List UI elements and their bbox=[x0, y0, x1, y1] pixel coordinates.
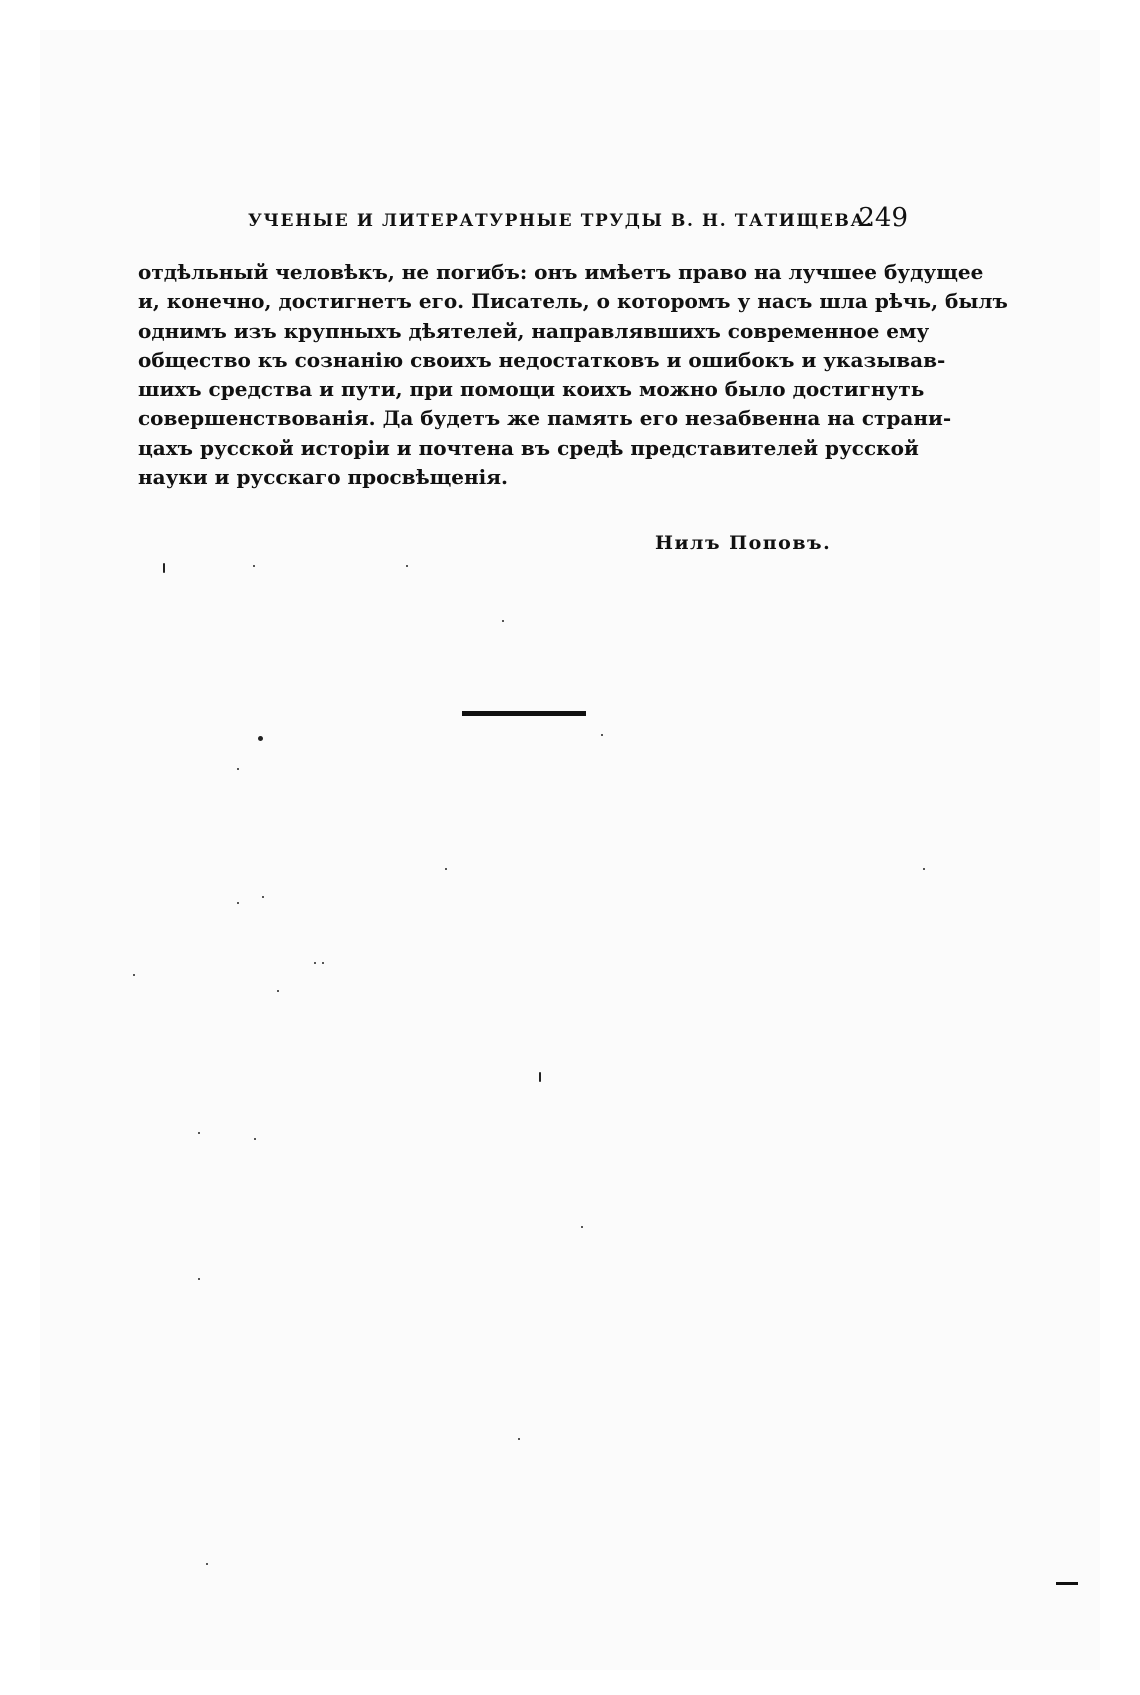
text-line: общество къ сознанію своихъ недостатковъ и ошибокъ и указывав- bbox=[138, 347, 946, 372]
scan-speck bbox=[198, 1132, 200, 1134]
running-head bbox=[248, 203, 908, 243]
text-line: однимъ изъ крупныхъ дѣятелей, направлявшихъ современное ему bbox=[138, 318, 930, 343]
scan-speck bbox=[198, 1278, 200, 1280]
scan-speck bbox=[923, 868, 925, 870]
scan-speck bbox=[518, 1438, 520, 1440]
author-signature: Нилъ Поповъ. bbox=[655, 532, 832, 554]
scan-speck bbox=[258, 736, 263, 741]
scan-speck bbox=[502, 620, 504, 622]
text-line: науки и русскаго просвѣщенія. bbox=[138, 465, 508, 490]
scan-speck bbox=[322, 962, 324, 964]
text-line: шихъ средства и пути, при помощи коихъ можно было достигнуть bbox=[138, 377, 925, 402]
scan-speck bbox=[206, 1563, 208, 1565]
scan-speck bbox=[277, 990, 279, 992]
text-line: и, конечно, достигнетъ его. Писатель, о которомъ у насъ шла рѣчь, былъ bbox=[138, 289, 1008, 314]
scan-speck bbox=[581, 1226, 583, 1228]
scan-speck bbox=[445, 868, 447, 870]
scan-speck bbox=[237, 768, 239, 770]
scan-speck bbox=[539, 1072, 541, 1082]
scan-speck bbox=[163, 563, 165, 573]
scan-speck bbox=[254, 1138, 256, 1140]
scan-speck bbox=[314, 962, 316, 964]
scan-speck bbox=[253, 565, 255, 567]
page-number: 249 bbox=[858, 203, 908, 233]
text-line: совершенствованія. Да будетъ же память его незабвенна на страни- bbox=[138, 406, 952, 431]
text-line: цахъ русской исторіи и почтена въ средѣ представителей русской bbox=[138, 435, 919, 460]
running-title: УЧЕНЫЕ И ЛИТЕРАТУРНЫЕ ТРУДЫ В. Н. ТАТИЩЕВА. bbox=[248, 211, 874, 231]
body-paragraph bbox=[138, 258, 1008, 492]
scan-edge-mark bbox=[1056, 1582, 1078, 1585]
scan-speck bbox=[601, 734, 603, 736]
section-end-rule bbox=[462, 711, 586, 716]
scan-speck bbox=[262, 896, 264, 898]
scan-speck bbox=[406, 565, 408, 567]
scan-speck bbox=[237, 902, 239, 904]
scan-speck bbox=[133, 974, 135, 976]
text-line: отдѣльный человѣкъ, не погибъ: онъ имѣетъ право на лучшее будущее bbox=[138, 260, 984, 284]
